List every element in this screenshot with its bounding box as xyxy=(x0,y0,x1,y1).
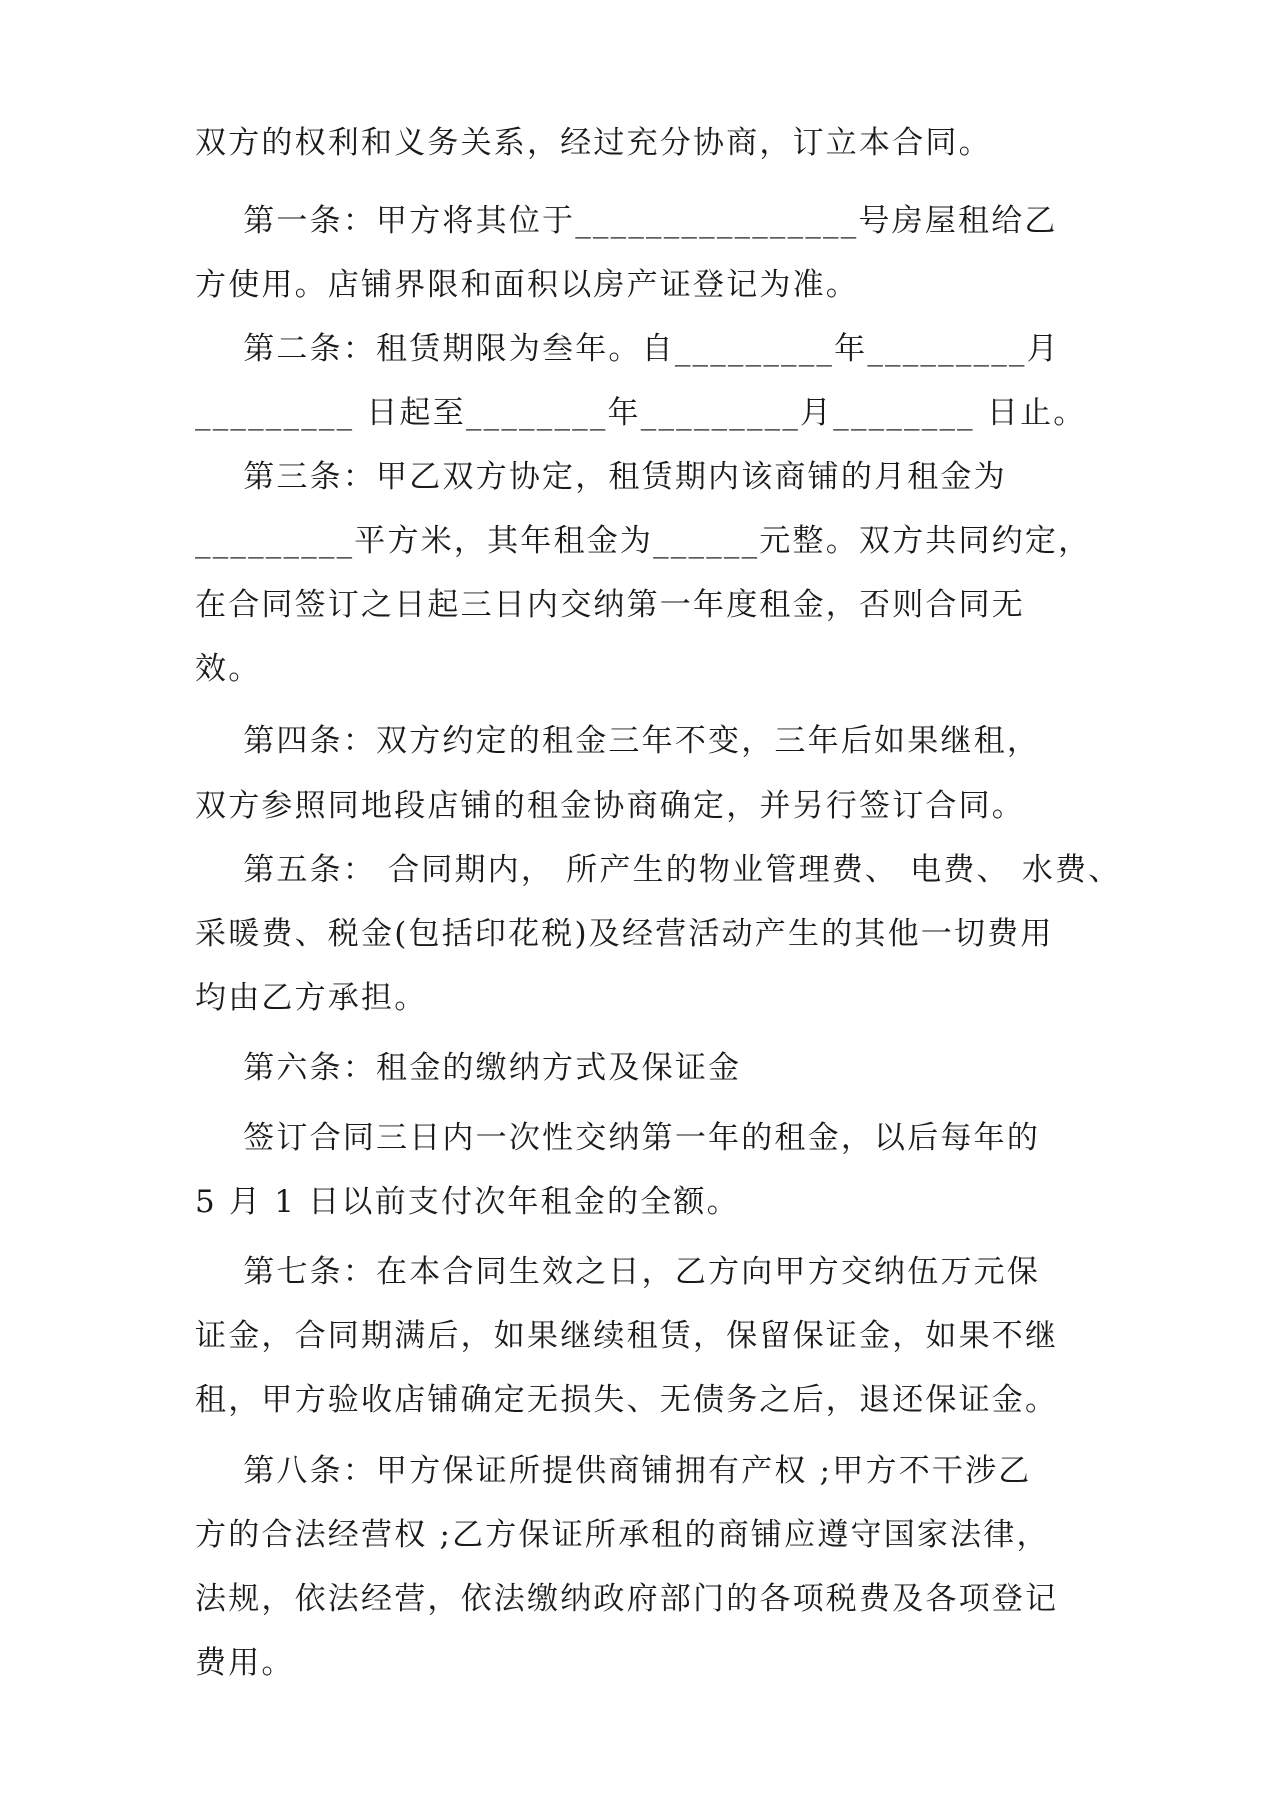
text-line: 第三条：甲乙双方协定，租赁期内该商铺的月租金为 xyxy=(195,459,1007,495)
text-line: 第六条：租金的缴纳方式及保证金 xyxy=(195,1050,742,1086)
text-line: 方使用。店铺界限和面积以房产证登记为准。 xyxy=(195,267,859,303)
text-line: 均由乙方承担。 xyxy=(195,980,428,1016)
text-line: 第五条： 合同期内， 所产生的物业管理费、 电费、 水费、 xyxy=(195,852,1122,888)
text-line: 租，甲方验收店铺确定无损失、无债务之后，退还保证金。 xyxy=(195,1382,1059,1418)
text-line: 效。 xyxy=(195,651,262,687)
text-line: 第七条：在本合同生效之日，乙方向甲方交纳伍万元保 xyxy=(195,1254,1041,1290)
text-line: 签订合同三日内一次性交纳第一年的租金，以后每年的 xyxy=(195,1120,1041,1156)
text-line: 第二条：租赁期限为叁年。自_________年_________月 xyxy=(195,331,1060,367)
text-line: 法规，依法经营，依法缴纳政府部门的各项税费及各项登记 xyxy=(195,1581,1059,1617)
text-line: 方的合法经营权 ;乙方保证所承租的商铺应遵守国家法律， xyxy=(195,1517,1050,1553)
text-line: 双方参照同地段店铺的租金协商确定，并另行签订合同。 xyxy=(195,788,1025,824)
text-line: _________平方米，其年租金为______元整。双方共同约定， xyxy=(195,523,1092,559)
text-line: 第八条：甲方保证所提供商铺拥有产权 ;甲方不干涉乙 xyxy=(195,1453,1032,1489)
text-line: 在合同签订之日起三日内交纳第一年度租金，否则合同无 xyxy=(195,587,1025,623)
text-line: _________ 日起至________年_________月________ 日止。 xyxy=(195,395,1087,431)
text-line: 采暖费、税金(包括印花税)及经营活动产生的其他一切费用 xyxy=(195,916,1054,952)
text-line: 双方的权利和义务关系，经过充分协商，订立本合同。 xyxy=(195,125,992,161)
text-line: 第四条：双方约定的租金三年不变，三年后如果继租， xyxy=(195,723,1041,759)
text-line: 证金，合同期满后，如果继续租赁，保留保证金，如果不继 xyxy=(195,1318,1059,1354)
text-line: 5 月 1 日以前支付次年租金的全额。 xyxy=(195,1184,740,1220)
text-line: 第一条：甲方将其位于________________号房屋租给乙 xyxy=(195,203,1058,239)
text-line: 费用。 xyxy=(195,1645,295,1681)
